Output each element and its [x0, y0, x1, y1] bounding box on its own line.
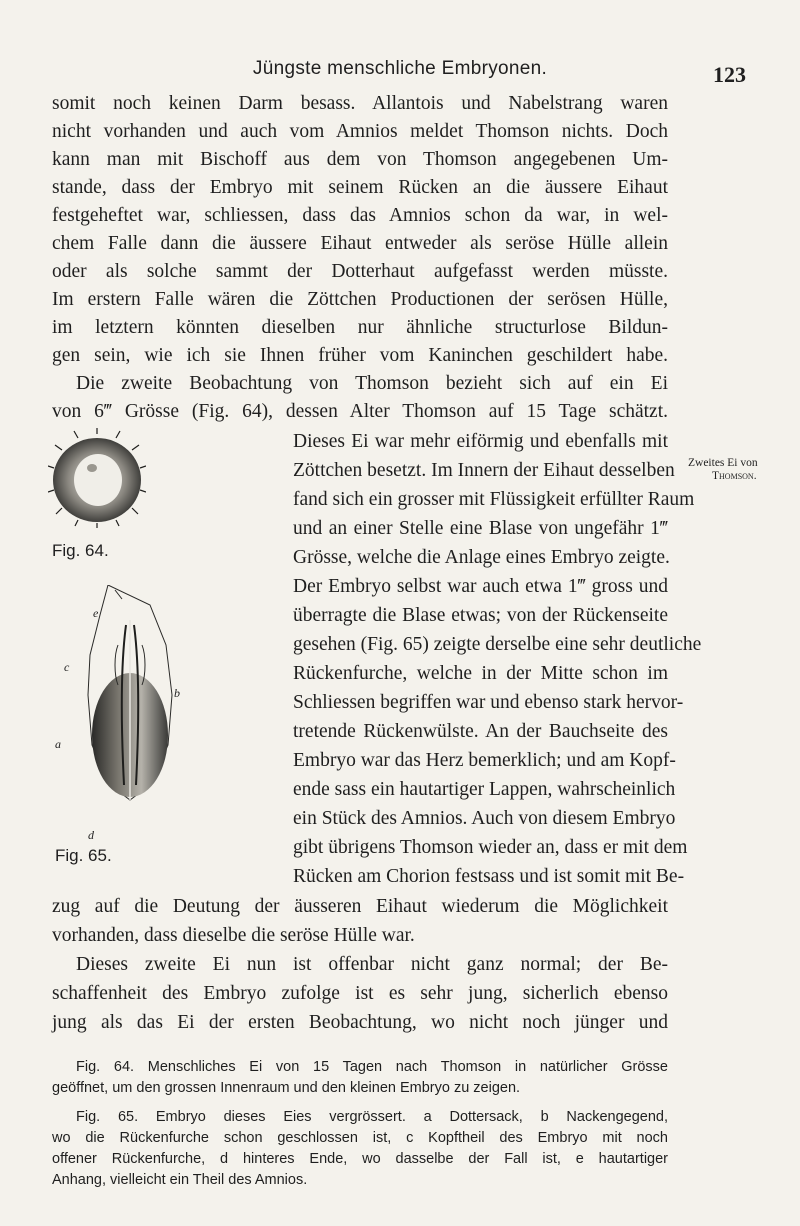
text-line: festgeheftet war, schliessen, dass das Amnios schon da war, in wel-	[52, 205, 668, 226]
text-line: oder als solche sammt der Dotterhaut aufgefasst werden müsste.	[52, 261, 668, 282]
text-line: Die zweite Beobachtung von Thomson bezieht sich auf ein Ei	[76, 373, 668, 394]
fig65-letter-c: c	[64, 660, 70, 674]
wrap-line: ein Stück des Amnios. Auch von diesem Embryo	[293, 808, 676, 829]
text-line: Dieses zweite Ei nun ist offenbar nicht ganz normal; der Be-	[76, 954, 668, 975]
fig65-label: Fig. 65.	[55, 846, 112, 865]
text-line: stande, dass der Embryo mit seinem Rücken an die äussere Eihaut	[52, 177, 668, 198]
wrap-line: Grösse, welche die Anlage eines Embryo zeigte.	[293, 547, 670, 568]
wrap-line: Embryo war das Herz bemerklich; und am Kopf-	[293, 750, 676, 771]
text-line: schaffenheit des Embryo zufolge ist es sehr jung, sicherlich ebenso	[52, 983, 668, 1004]
fig65-letter-a: a	[55, 737, 61, 751]
page-number: 123	[713, 62, 746, 87]
margin-note	[688, 457, 798, 483]
margin-note-line: Zweites Ei von	[688, 457, 758, 469]
wrap-line: tretende Rückenwülste. An der Bauchseite des	[293, 721, 668, 742]
wrap-line: gibt übrigens Thomson wieder an, dass er mit dem	[293, 837, 688, 858]
wrap-line: fand sich ein grosser mit Flüssigkeit erfüllter Raum	[293, 489, 695, 510]
fig65-letter-d: d	[88, 828, 94, 842]
text-line: im letztern könnten dieselben nur ähnliche structurlose Bildun-	[52, 317, 668, 338]
fig65-letter-e: e	[93, 606, 99, 620]
caption-line: geöffnet, um den grossen Innenraum und den kleinen Embryo zu zeigen.	[52, 1080, 521, 1096]
margin-note-line: Thomson.	[712, 470, 757, 482]
text-line: nicht vorhanden und auch vom Amnios meldet Thomson nichts. Doch	[52, 121, 668, 142]
wrap-line: Rücken am Chorion festsass und ist somit mit Be-	[293, 866, 685, 887]
caption-line: Anhang, vielleicht ein Theil des Amnios.	[52, 1172, 308, 1188]
wrap-line: gesehen (Fig. 65) zeigte derselbe eine sehr deutliche	[293, 634, 702, 655]
fig65-letter-b: b	[174, 686, 180, 700]
text-line: vorhanden, dass dieselbe die seröse Hülle war.	[52, 925, 415, 946]
wrap-line: Der Embryo selbst war auch etwa 1‴ gross und	[293, 576, 668, 597]
caption-line: wo die Rückenfurche schon geschlossen ist, c Kopftheil des Embryo mit noch	[52, 1130, 668, 1146]
text-line: jung als das Ei der ersten Beobachtung, wo nicht noch jünger und	[52, 1012, 668, 1033]
wrap-line: Rückenfurche, welche in der Mitte schon im	[293, 663, 668, 684]
fig64-egg-illustration	[48, 428, 146, 528]
text-line: Im erstern Falle wären die Zöttchen Productionen der serösen Hülle,	[52, 289, 668, 310]
text-line: chem Falle dann die äussere Eihaut entweder als seröse Hülle allein	[52, 233, 668, 254]
wrap-line: und an einer Stelle eine Blase von ungefähr 1‴	[293, 518, 668, 539]
text-line: somit noch keinen Darm besass. Allantois und Nabelstrang waren	[52, 93, 668, 114]
wrap-line: ende sass ein hautartiger Lappen, wahrscheinlich	[293, 779, 676, 800]
text-line: gen sein, wie ich sie Ihnen früher vom Kaninchen geschildert habe.	[52, 345, 668, 366]
text-line: kann man mit Bischoff aus dem von Thomson angegebenen Um-	[52, 149, 668, 170]
caption-line: Fig. 64. Menschliches Ei von 15 Tagen nach Thomson in natürlicher Grösse	[76, 1059, 668, 1075]
wrap-line: Dieses Ei war mehr eiförmig und ebenfalls mit	[293, 431, 668, 452]
caption-line: offener Rückenfurche, d hinteres Ende, wo dasselbe der Fall ist, e hautartiger	[52, 1151, 668, 1167]
text-line: zug auf die Deutung der äusseren Eihaut wiederum die Möglichkeit	[52, 896, 668, 917]
text-line: von 6‴ Grösse (Fig. 64), dessen Alter Thomson auf 15 Tage schätzt.	[52, 401, 668, 422]
fig65-embryo-illustration	[70, 585, 240, 825]
wrap-line: überragte die Blase etwas; von der Rückenseite	[293, 605, 668, 626]
fig65-caption	[52, 1107, 668, 1191]
fig64-label: Fig. 64.	[52, 541, 109, 560]
caption-line: Fig. 65. Embryo dieses Eies vergrössert. a Dottersack, b Nackengegend,	[76, 1109, 668, 1125]
page-header-title: Jüngste menschliche Embryonen.	[252, 58, 548, 79]
wrap-line: Zöttchen besetzt. Im Innern der Eihaut desselben	[293, 460, 675, 481]
fig64-caption	[52, 1057, 668, 1099]
wrap-line: Schliessen begriffen war und ebenso stark hervor-	[293, 692, 684, 713]
